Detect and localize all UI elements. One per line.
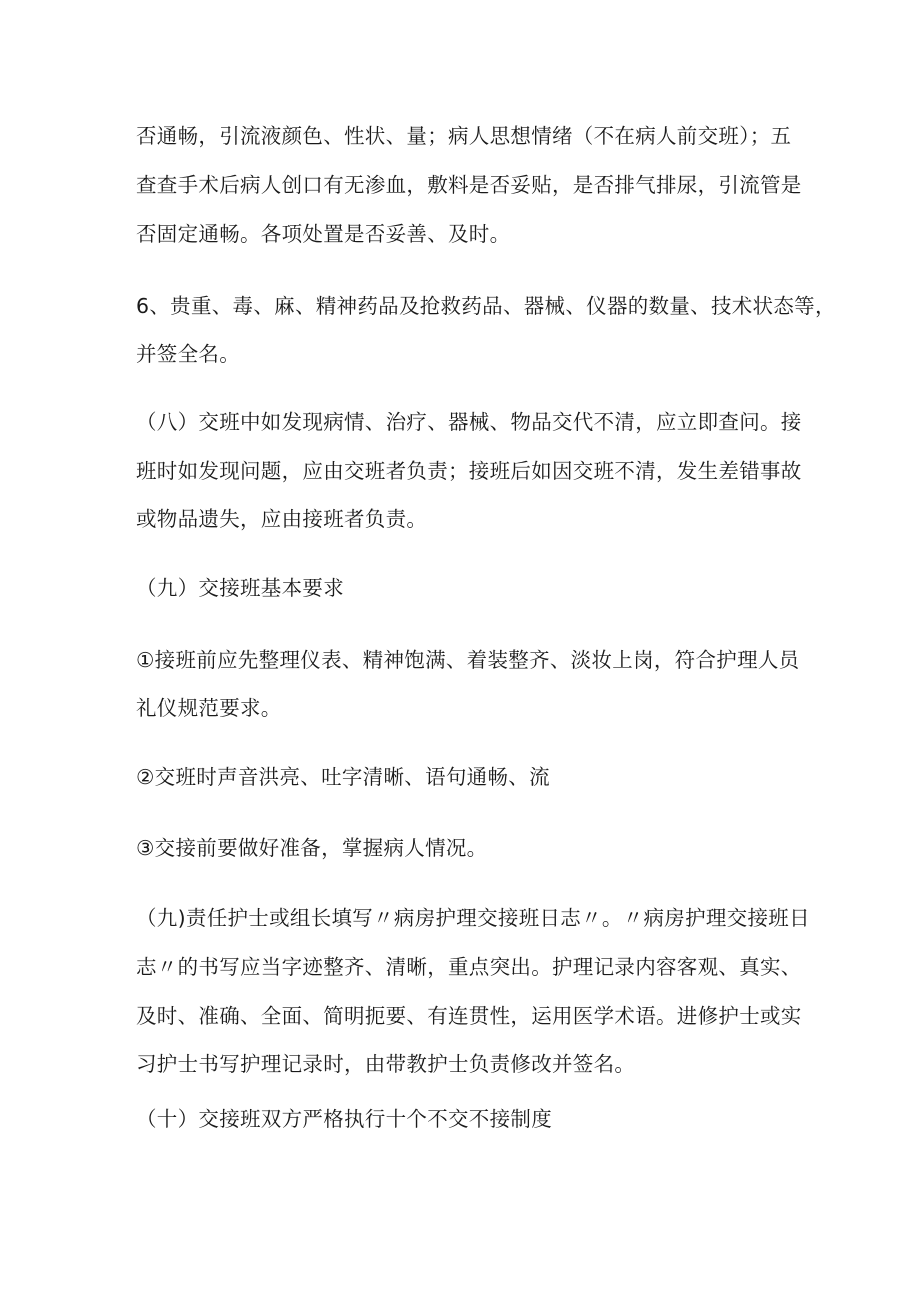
text-line: 班时如发现问题，应由交班者负责；接班后如因交班不清，发生差错事故 xyxy=(136,459,802,483)
text-line: （八）交班中如发现病情、治疗、器械、物品交代不清，应立即查问。接 xyxy=(136,410,802,434)
text-line: （十）交接班双方严格执行十个不交不接制度 xyxy=(136,1107,552,1131)
text-line: 并签全名。 xyxy=(136,342,240,366)
text-line: 6、贵重、毒、麻、精神药品及抢救药品、器械、仪器的数量、技术状态等， xyxy=(136,294,836,318)
text-line: 礼仪规范要求。 xyxy=(136,696,282,720)
text-line: （九）交接班基本要求 xyxy=(136,576,344,600)
text-line: 习护士书写护理记录时，由带教护士负责修改并签名。 xyxy=(136,1052,636,1076)
text-line: 查查手术后病人创口有无渗血，敷料是否妥贴，是否排气排尿，引流管是 xyxy=(136,173,802,197)
text-line: 志〃的书写应当字迹整齐、清晰，重点突出。护理记录内容客观、真实、 xyxy=(136,955,802,979)
text-line: 否固定通畅。各项处置是否妥善、及时。 xyxy=(136,222,511,246)
text-line: （九)责任护士或组长填写〃病房护理交接班日志〃。〃病房护理交接班日 xyxy=(136,906,810,930)
text-line: 否通畅，引流液颜色、性状、量；病人思想情绪（不在病人前交班）；五 xyxy=(136,124,792,148)
text-line: 或物品遗失，应由接班者负责。 xyxy=(136,507,428,531)
text-line: ②交班时声音洪亮、吐字清晰、语句通畅、流 xyxy=(136,765,550,789)
text-line: ①接班前应先整理仪表、精神饱满、着装整齐、淡妆上岗，符合护理人员 xyxy=(136,648,800,672)
text-line: 及时、准确、全面、简明扼要、有连贯性，运用医学术语。进修护士或实 xyxy=(136,1004,802,1028)
text-line: ③交接前要做好准备，掌握病人情况。 xyxy=(136,836,488,860)
